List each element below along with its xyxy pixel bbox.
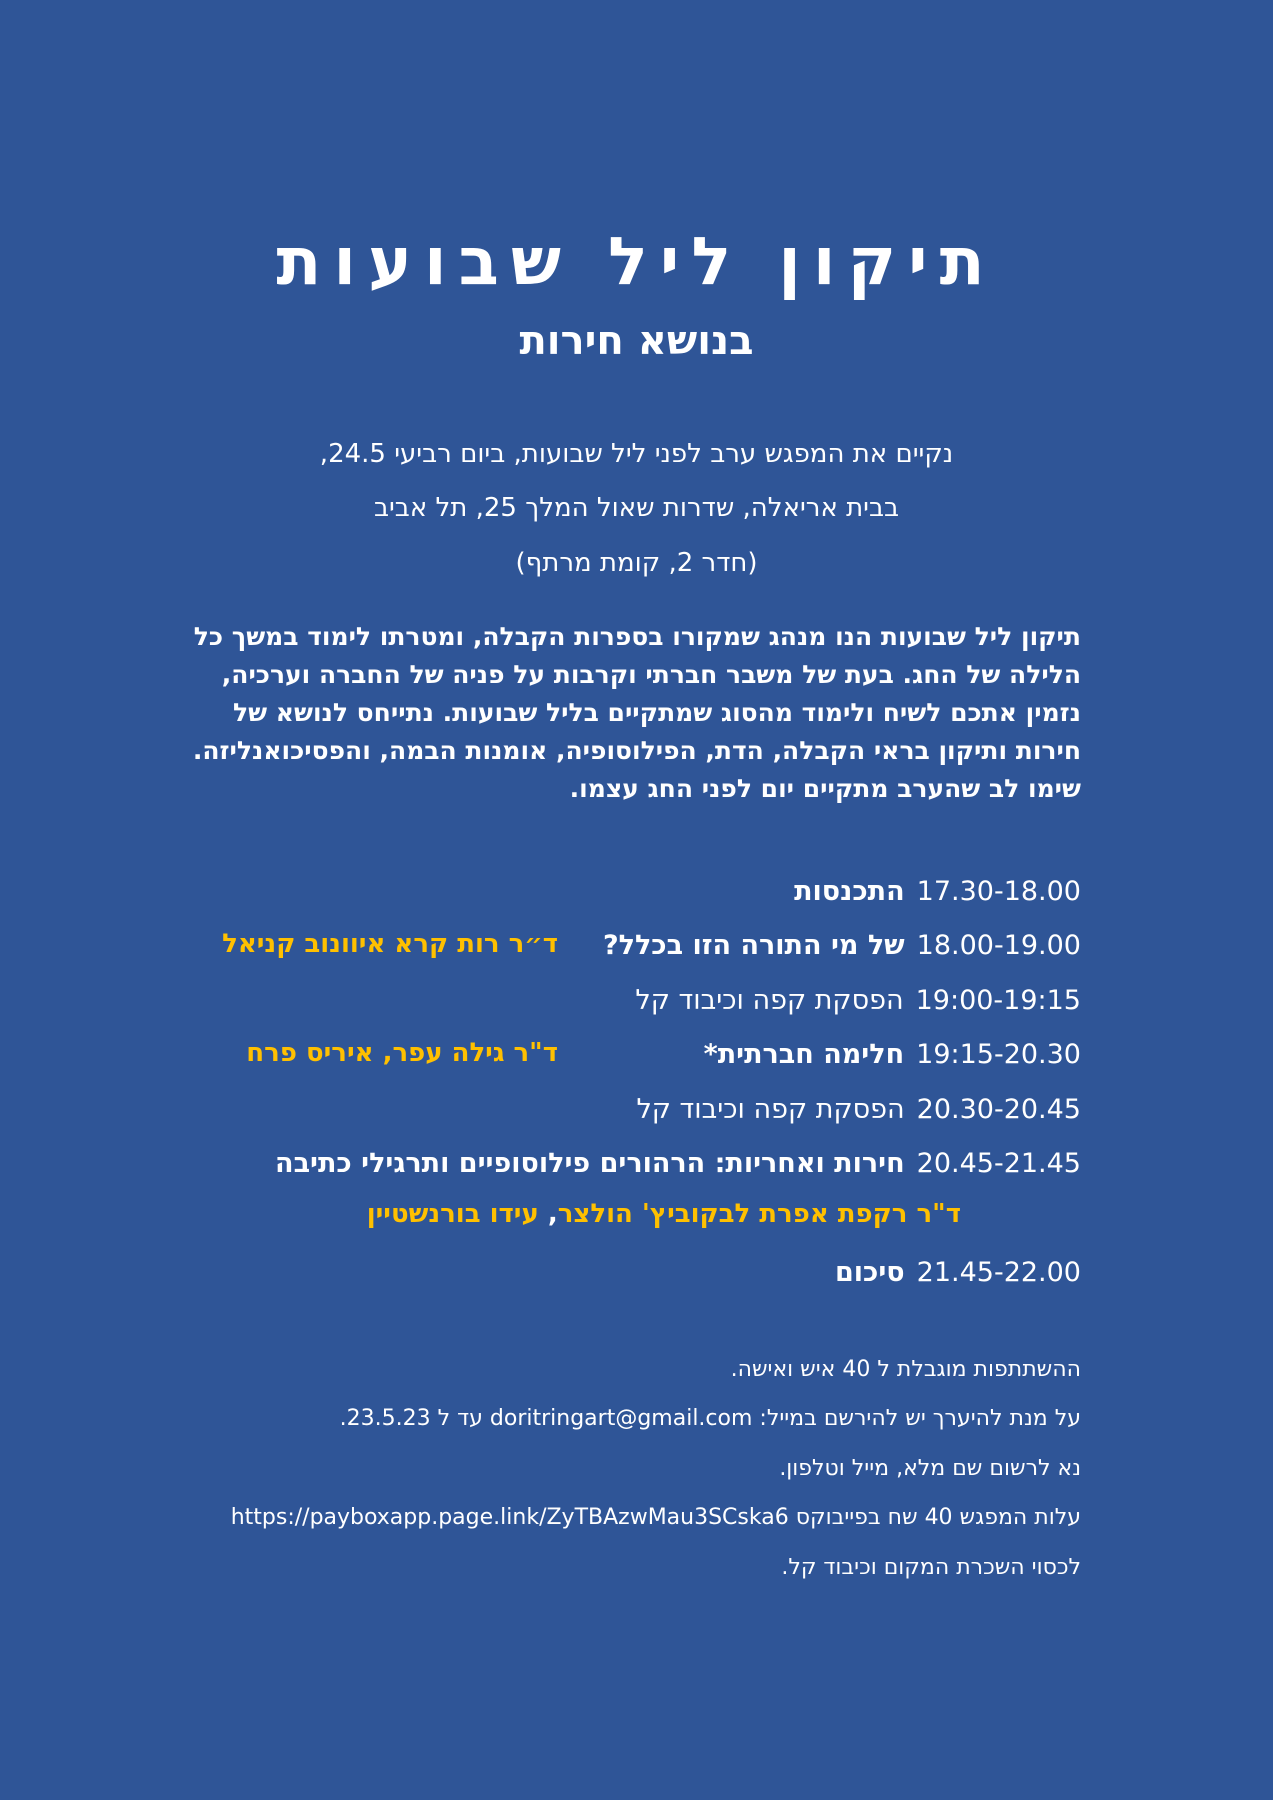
schedule-time: 18.00-19.00 (916, 929, 1081, 961)
schedule-row (704, 1036, 1081, 1072)
registration-deadline: עד ל 23.5.23. (339, 1406, 483, 1431)
registration-text: על מנת להיערך יש להירשם במייל: (759, 1406, 1081, 1431)
intro-paragraph: תיקון ליל שבועות הנו מנהג שמקורו בספרות הקבלה, ומטרתו לימוד במשך כל הלילה של החג. בעת של משבר חברתי וקרבות על פניה של החברה וערכיה, נזמין אתכם לשיח ולימוד מהסוג שמתקיים בליל שבועות. נתייחס לנושא של חירות ותיקון בראי הקבלה, הדת, הפילוסופיה, אומנות הבמה, והפסיכואנליזה. שימו לב שהערב מתקיים יום לפני החג עצמו. (192, 622, 1081, 803)
schedule-time: 17.30-18.00 (916, 875, 1081, 907)
schedule-topic: חלימה חברתית* (703, 1038, 905, 1070)
schedule-topic: התכנסות (794, 875, 905, 907)
schedule-row (794, 873, 1081, 909)
schedule-topic: סיכום (834, 1256, 905, 1288)
schedule-time: 21.45-22.00 (916, 1256, 1081, 1288)
speaker-name: עידו בורנשטיין (366, 1199, 539, 1229)
payment-purpose: לכסוי השכרת המקום וכיבוד קל. (781, 1555, 1081, 1580)
schedule-speaker: ד״ר רות קרא איוונוב קניאל (222, 929, 558, 959)
page-subtitle: בנושא חירות (519, 318, 754, 364)
payment-line (231, 1503, 1081, 1533)
schedule-topic: חירות ואחריות: הרהורים פילוסופיים ותרגילי כתיבה (275, 1147, 905, 1179)
schedule-time: 20.30-20.45 (916, 1093, 1081, 1125)
schedule-row (835, 1254, 1081, 1290)
registration-details: נא לרשום שם מלא, מייל וטלפון. (779, 1456, 1081, 1481)
payment-link[interactable]: https://payboxapp.page.link/ZyTBAzwMau3SCska6 (230, 1505, 789, 1530)
schedule-topic: הפסקת קפה וכיבוד קל (635, 984, 904, 1016)
schedule-topic: של מי התורה הזו בכלל? (602, 929, 905, 961)
registration-email[interactable]: doritringart@gmail.com (489, 1406, 753, 1431)
payment-text: עלות המפגש 40 שח בפייבוקס (795, 1505, 1081, 1530)
participation-limit: ההשתתפות מוגבלת ל 40 איש ואישה. (730, 1357, 1081, 1382)
speaker-name: ד"ר גילה עפר, (382, 1038, 558, 1068)
schedule-row (636, 1091, 1081, 1127)
schedule-row (275, 1145, 1081, 1181)
speaker-name: איריס פרח (246, 1038, 374, 1068)
schedule-time: 20.45-21.45 (916, 1147, 1081, 1179)
schedule-time: 19:00-19:15 (915, 984, 1081, 1016)
venue-room-line: (חדר 2, קומת מרתף) (515, 548, 758, 578)
schedule-time: 19:15-20.30 (916, 1038, 1081, 1070)
speaker-name: ד"ר רקפת אפרת לבקוביץ' הולצר (557, 1199, 961, 1229)
speaker-separator: , (547, 1199, 558, 1229)
venue-address-line: בבית אריאלה, שדרות שאול המלך 25, תל אביב (373, 493, 900, 523)
venue-date-line: נקיים את המפגש ערב לפני ליל שבועות, ביום רביעי 24.5, (319, 439, 954, 469)
schedule-speakers (246, 1038, 558, 1068)
schedule-row (635, 982, 1081, 1018)
registration-line (340, 1404, 1081, 1434)
session-speakers (367, 1199, 961, 1229)
page-title: תיקון ליל שבועות (276, 223, 997, 300)
schedule-row (603, 927, 1081, 963)
schedule-topic: הפסקת קפה וכיבוד קל (636, 1093, 905, 1125)
